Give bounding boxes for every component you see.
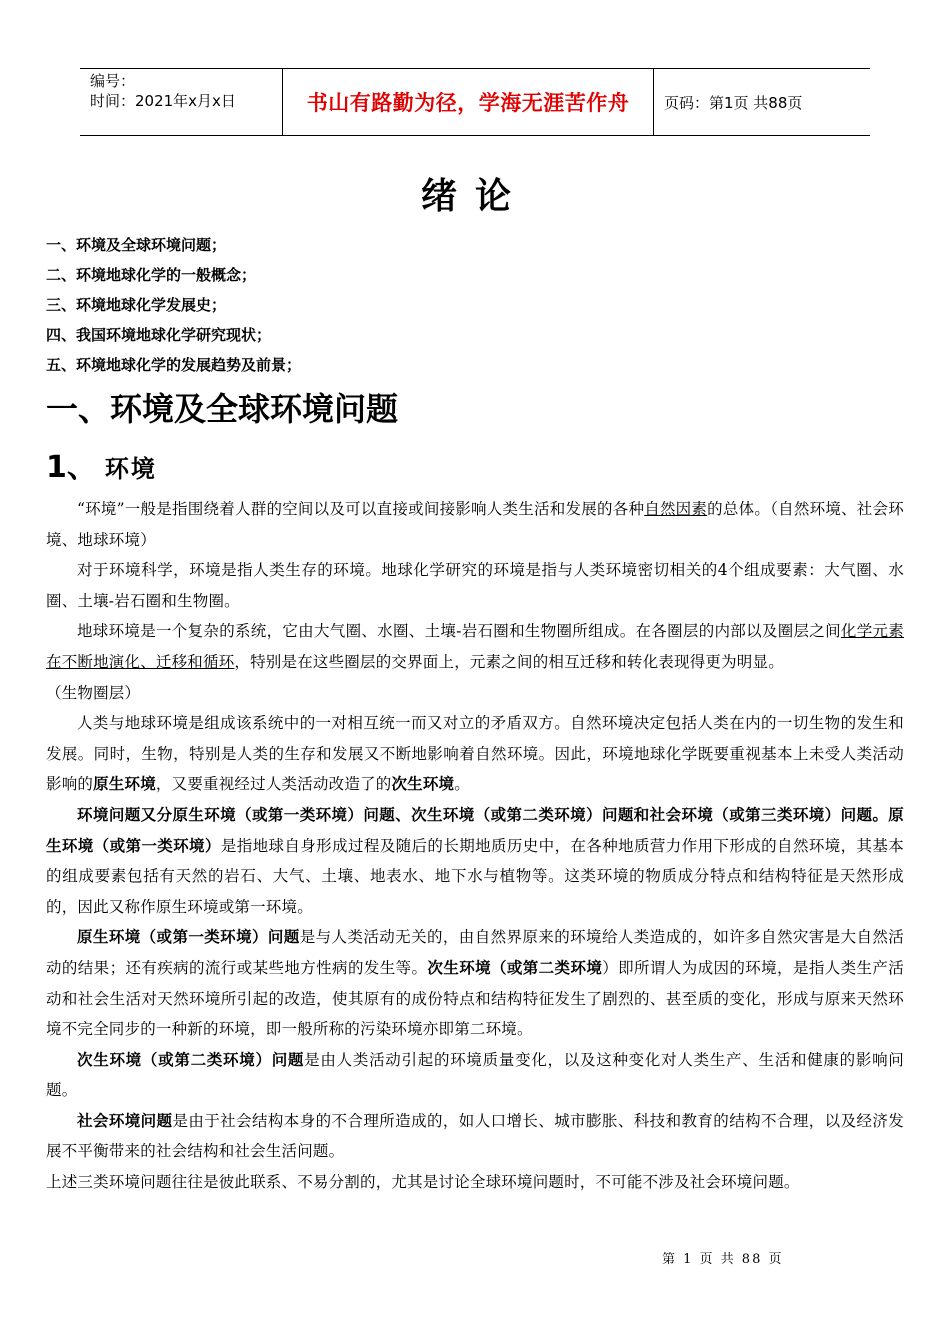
- text-run: 是与人类活动无关的，由自然界原来的环境给人类造成的，如许多自然灾害是大自然活动的结果；还有疾病的流行或某些地方性病的发生等。: [46, 928, 904, 977]
- body-text: [46, 494, 904, 1198]
- subsection-heading: [46, 442, 157, 486]
- paragraph-note: （生物圈层）: [46, 683, 141, 702]
- text-run: 是由于社会结构本身的不合理所造成的，如人口增长、城市膨胀、科技和教育的结构不合理，以及经济发展不平衡带来的社会结构和社会生活问题。: [46, 1111, 904, 1161]
- text-run: “环境”一般是指围绕着人群的空间以及可以直接或间接影响人类生活和发展的各种: [77, 500, 645, 518]
- subsection-number: 1、: [46, 450, 97, 485]
- text-run: ，特别是在这些圈层的交界面上，元素之间的相互迁移和转化表现得更为明显。: [234, 652, 784, 671]
- text-run: 是由人类活动引起的环境质量变化，以及这种变化对人类生产、生活和健康的影响问题。: [46, 1050, 904, 1100]
- paragraph: [46, 708, 904, 800]
- paragraph: [46, 494, 904, 555]
- bold-term: 原生环境: [93, 775, 156, 794]
- paragraph: 对于环境科学，环境是指人类生存的环境。地球化学研究的环境是指与人类环境密切相关的4个组成要素：大气圈、水圈、土壤-岩石圈和生物圈。: [46, 561, 904, 610]
- bold-term: 环境问题又分原生环境（或第一类环境）问题、次生环境（或第二类环境）问题和社会环境（或第三类环境）问题。原生环境（或第一类环境）: [46, 805, 904, 855]
- toc-item: 四、我国环境地球化学研究现状；: [46, 326, 272, 344]
- text-run: 地球环境是一个复杂的系统，它由大气圈、水圈、土壤-岩石圈和生物圈所组成。在各圈层的内部以及圈层之间: [77, 622, 841, 641]
- paragraph: [46, 616, 904, 677]
- page-title: 绪论: [420, 176, 529, 217]
- underlined-term: 化学元素在不断地演化、迁移和循环: [46, 622, 904, 671]
- bold-term: 次生环境（或第二类环境）问题: [77, 1050, 305, 1069]
- page-footer: 第 1 页 共 88 页: [662, 1252, 784, 1267]
- subsection-title: 环境: [104, 455, 157, 483]
- toc-item: 一、环境及全球环境问题；: [46, 236, 227, 254]
- paragraph: [46, 800, 904, 922]
- table-of-contents: [46, 230, 301, 380]
- text-run: 的总体。（自然环境、社会环境、地球环境）: [46, 500, 904, 549]
- number-label: 编号：: [90, 72, 136, 90]
- text-run: 是指地球自身形成过程及随后的长期地质历史中，在各种地质营力作用下形成的自然环境，其基本的组成要素包括有天然的岩石、大气、土壤、地表水、地下水与植物等。这类环境的物质成分特点和结构特征是天然形成的，因此又称作原生环境或第一环境。: [46, 836, 905, 916]
- toc-item: 三、环境地球化学发展史；: [46, 296, 227, 314]
- toc-item: 五、环境地球化学的发展趋势及前景；: [46, 356, 302, 374]
- text-run: ，又要重视经过人类活动改造了的: [155, 775, 392, 794]
- paragraph: [46, 922, 904, 1044]
- paragraph: [46, 1045, 904, 1106]
- header-motto: 书山有路勤为径，学海无涯苦作舟: [282, 69, 654, 135]
- paragraph: [46, 1106, 904, 1167]
- paragraph: 上述三类环境问题往往是彼此联系、不易分割的，尤其是讨论全球环境问题时，不可能不涉及社会环境问题。: [46, 1173, 800, 1192]
- header-meta: [80, 69, 282, 135]
- text-run: ）即所谓人为成因的环境，是指人类生产活动和社会生活对天然环境所引起的改造，使其原有的成份特点和结构特征发生了剧烈的、甚至质的变化，形成与原来天然环境不完全同步的一种新的环境，即一般所称的污染环境亦即第二环境。: [46, 958, 904, 1039]
- date-label: 时间：2021年x月x日: [90, 92, 236, 110]
- bold-term: 社会环境问题: [77, 1111, 173, 1130]
- toc-item: 二、环境地球化学的一般概念；: [46, 266, 257, 284]
- text-run: 人类与地球环境是组成该系统中的一对相互统一而又对立的矛盾双方。自然环境决定包括人类在内的一切生物的发生和发展。同时，生物，特别是人类的生存和发展又不断地影响着自然环境。因此，环境地球化学既要重视基本上未受人类活动影响的: [46, 714, 904, 794]
- text-run: 。: [454, 775, 470, 794]
- bold-term: 原生环境（或第一类环境）问题: [77, 928, 300, 947]
- bold-term: 次生环境（或第二类环境: [427, 958, 603, 977]
- bold-term: 次生环境: [391, 775, 455, 794]
- header-page-label: 页码：第1页 共88页: [664, 93, 803, 112]
- section-heading: 一、环境及全球环境问题: [46, 390, 399, 428]
- underlined-term: 自然因素: [644, 500, 708, 518]
- document-header: [80, 68, 870, 136]
